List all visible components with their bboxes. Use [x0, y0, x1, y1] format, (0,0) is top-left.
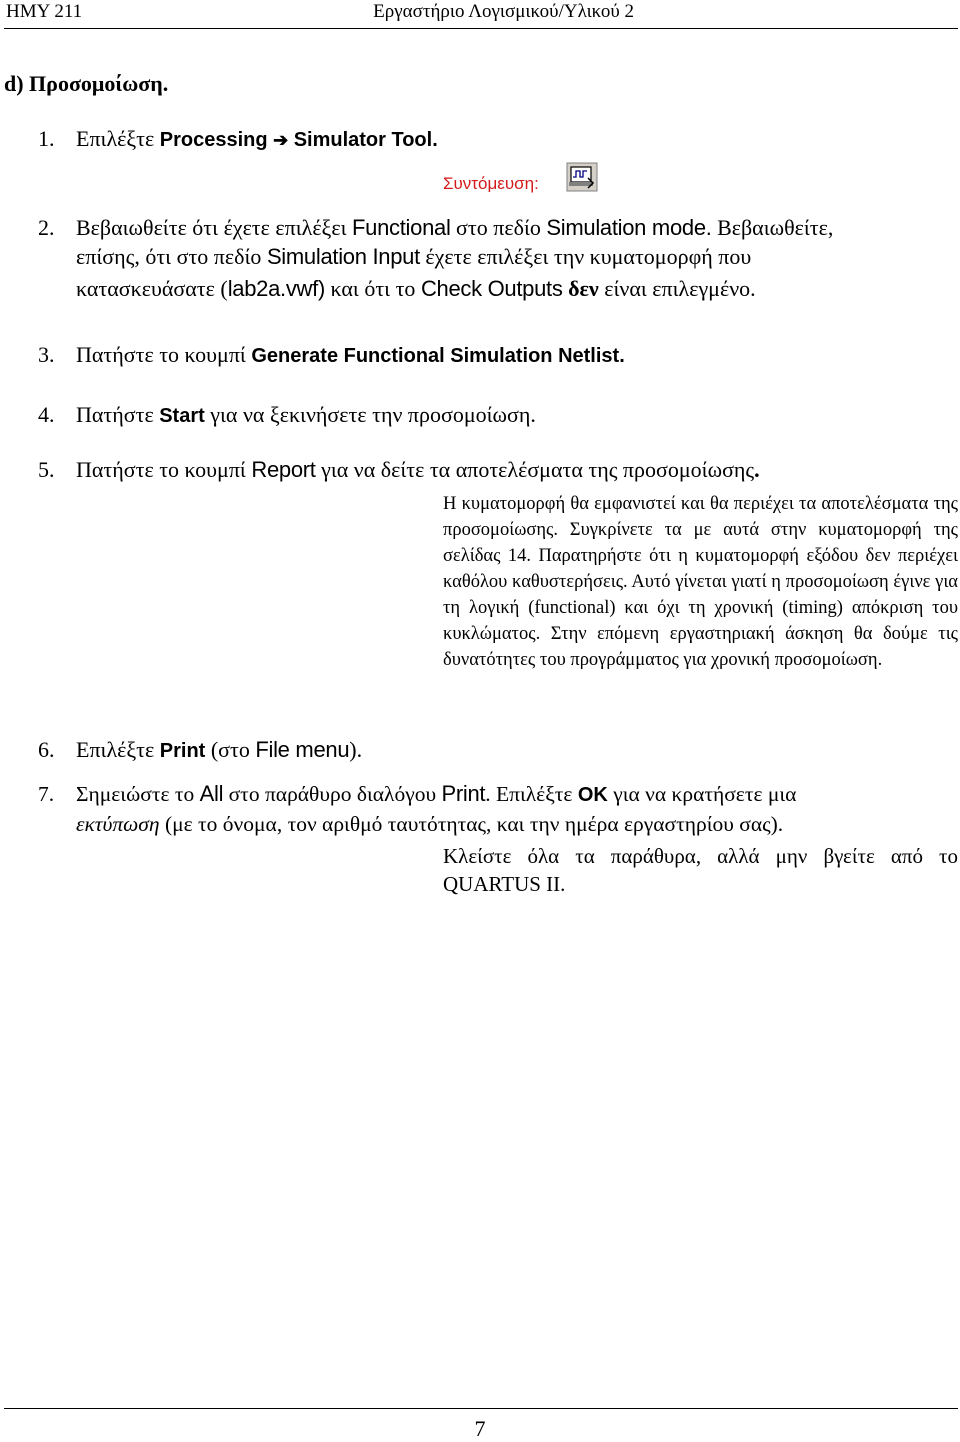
- field-simulation-input: Simulation Input: [266, 244, 420, 269]
- dialog-print: Print: [441, 781, 486, 806]
- section-title: d) Προσομοίωση.: [4, 71, 169, 96]
- step-5: [38, 455, 760, 485]
- step-3: [38, 340, 625, 371]
- step-text: στο παράθυρο διαλόγου: [223, 782, 442, 806]
- step-text: επίσης, ότι στο πεδίο: [76, 244, 267, 269]
- step-text: (με το όνομα, τον αριθμό ταυτότητας, και την ημέρα εργαστηρίου σας).: [159, 812, 784, 836]
- shortcut-label: Συντόμευση:: [443, 174, 539, 193]
- button-report: Report: [251, 457, 316, 482]
- step-number: 4.: [38, 402, 55, 427]
- footer-rule: [4, 1408, 958, 1409]
- step-number: 3.: [38, 342, 55, 367]
- step-2-line-2: [76, 242, 751, 272]
- step-1: [38, 124, 438, 155]
- step-text: για να δείτε τα αποτελέσματα της προσομοίωσης: [315, 457, 755, 482]
- file-name: lab2a: [227, 276, 281, 301]
- simulator-tool-icon: [566, 162, 596, 190]
- step-6: [38, 735, 362, 766]
- step-number: 7.: [38, 782, 55, 806]
- menu-processing: Processing: [159, 129, 268, 151]
- step-number: 2.: [38, 215, 55, 240]
- step-text: έχετε επιλέξει την κυματομορφή που: [419, 244, 752, 269]
- option-check-outputs: Check Outputs: [420, 276, 563, 301]
- button-ok: OK: [577, 784, 608, 806]
- step-text: κατασκευάσατε (: [76, 276, 228, 301]
- button-start: Start: [159, 405, 205, 427]
- step-text: ).: [349, 737, 363, 762]
- step-text: για να ξεκινήσετε την προσομοίωση.: [204, 402, 536, 427]
- step-2: [38, 213, 958, 243]
- step-text: Επιλέξτε: [76, 126, 160, 151]
- step-number: 5.: [38, 457, 55, 482]
- step-text: Πατήστε το κουμπί: [76, 457, 252, 482]
- step-text: Πατήστε το κουμπί: [76, 342, 252, 367]
- step-text: Πατήστε: [76, 402, 160, 427]
- step-number: 1.: [38, 126, 55, 151]
- menu-simulator-tool: Simulator Tool.: [293, 129, 438, 151]
- option-functional: Functional: [352, 215, 451, 240]
- step-number: 6.: [38, 737, 55, 762]
- header-rule: [4, 28, 958, 29]
- step-text: είναι επιλεγμένο.: [598, 276, 756, 301]
- step-text: Βεβαιωθείτε ότι έχετε επιλέξει: [76, 215, 353, 240]
- step-text: στο πεδίο: [450, 215, 547, 240]
- emphasis-not: δεν: [562, 276, 599, 301]
- header-lab-title: Εργαστήριο Λογισμικού/Υλικού 2: [373, 1, 634, 22]
- step-text: και ότι το: [324, 276, 421, 301]
- step-text: Σημειώστε το: [76, 782, 200, 806]
- step-7: [38, 779, 958, 810]
- option-all: All: [199, 781, 224, 806]
- header-course-code: ΗΜΥ 211: [6, 1, 83, 22]
- step-text: .: [754, 457, 760, 482]
- step-text: (στο: [205, 737, 256, 762]
- field-simulation-mode: Simulation mode.: [546, 215, 712, 240]
- step-2-line-3: [76, 274, 756, 304]
- step-text: Βεβαιωθείτε,: [711, 215, 834, 240]
- step-4: [38, 400, 536, 431]
- step-text: Επιλέξτε: [76, 737, 160, 762]
- emphasis-printout: εκτύπωση: [76, 812, 160, 836]
- step-text: . Επιλέξτε: [485, 782, 578, 806]
- step-7-line-2: [76, 809, 783, 839]
- menu-print: Print: [159, 740, 206, 762]
- menu-file: File menu: [255, 737, 350, 762]
- page-number: 7: [474, 1416, 486, 1441]
- file-extension: .vwf): [280, 276, 325, 301]
- arrow-icon: ➔: [273, 130, 289, 150]
- note-close-windows: Κλείστε όλα τα παράθυρα, αλλά μην βγείτε από το QUARTUS II.: [443, 844, 958, 896]
- button-generate-netlist: Generate Functional Simulation Netlist.: [251, 345, 625, 367]
- step-text: για να κρατήσετε μια: [607, 782, 797, 806]
- note-waveform: Η κυματομορφή θα εμφανιστεί και θα περιέχει τα αποτελέσματα της προσομοίωσης. Συγκρίνετε τα με αυτά στην κυματομορφή της σελίδας 14. Παρατηρήστε ότι η κυματομορφή εξόδου δεν περιέχει καθόλου καθυστερήσεις. Αυτό γίνεται γιατί η προσομοίωση έγινε για τη λογική (functional) και όχι τη χρονική (timing) απόκριση του κυκλώματος. Στην επόμενη εργαστηριακή άσκηση θα δούμε τις δυνατότητες του προγράμματος για χρονική προσομοίωση.: [443, 494, 958, 670]
